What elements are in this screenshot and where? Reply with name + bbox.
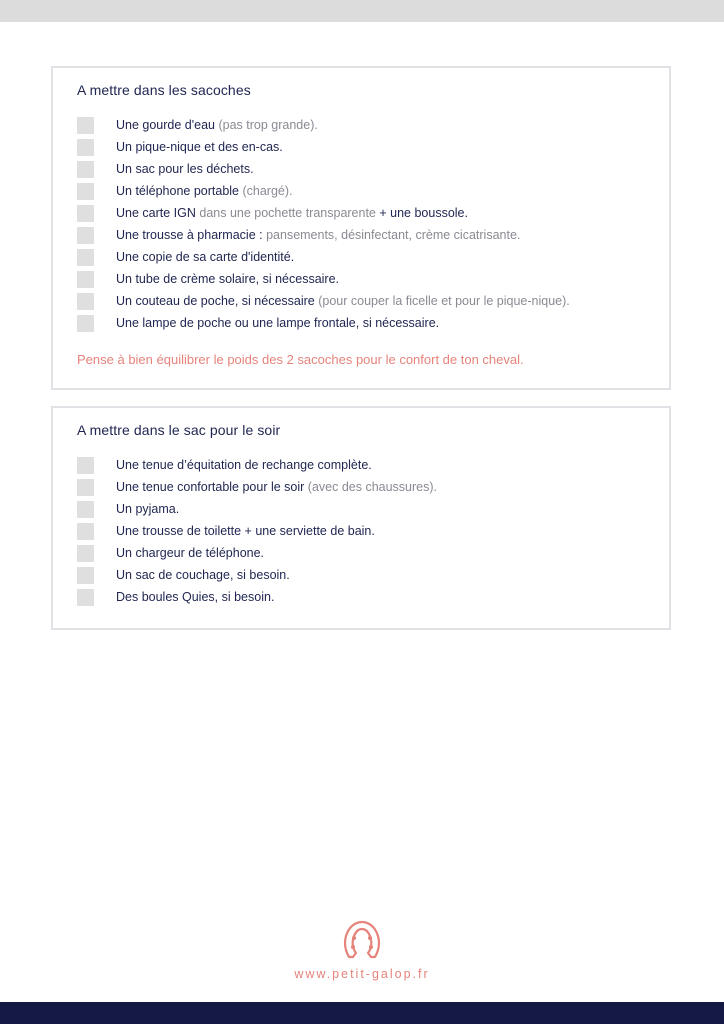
checklist-item xyxy=(77,202,570,224)
item-label xyxy=(116,590,274,604)
checkbox[interactable] xyxy=(77,249,94,266)
item-label xyxy=(116,568,290,582)
item-label xyxy=(116,184,293,198)
checklist-item xyxy=(77,586,437,608)
item-extra: + une boussole. xyxy=(375,206,468,220)
checklist-item xyxy=(77,312,570,334)
item-text: Une lampe de poche ou une lampe frontale, si nécessaire. xyxy=(116,316,440,330)
item-label xyxy=(116,524,375,538)
item-label xyxy=(116,272,339,286)
item-text: Une tenue confortable pour le soir xyxy=(116,480,305,494)
checklist-item xyxy=(77,290,570,312)
item-text: Un tube de crème solaire, si nécessaire. xyxy=(116,272,340,286)
checkbox[interactable] xyxy=(77,501,94,518)
item-label xyxy=(116,118,318,132)
weight-balance-note: Pense à bien équilibrer le poids des 2 sacoches pour le confort de ton cheval. xyxy=(77,352,524,367)
checkbox[interactable] xyxy=(77,589,94,606)
evening-bag-checklist-card xyxy=(51,406,671,630)
item-label xyxy=(116,294,570,308)
checklist-item xyxy=(77,498,437,520)
checklist-item xyxy=(77,564,437,586)
item-text: Une gourde d'eau xyxy=(116,118,215,132)
bottom-bar xyxy=(0,1002,724,1024)
item-detail: (pour couper la ficelle et pour le pique-nique). xyxy=(314,294,570,308)
checkbox[interactable] xyxy=(77,479,94,496)
item-label xyxy=(116,458,372,472)
item-text: Une tenue d’équitation de rechange complète. xyxy=(116,458,372,472)
checklist-item xyxy=(77,158,570,180)
checkbox[interactable] xyxy=(77,457,94,474)
checklist-item xyxy=(77,114,570,136)
checkbox[interactable] xyxy=(77,545,94,562)
item-text: Une trousse de toilette + une serviette de bain. xyxy=(116,524,375,538)
checklist-item xyxy=(77,542,437,564)
item-detail: pansements, désinfectant, crème cicatrisante. xyxy=(262,228,521,242)
item-label xyxy=(116,502,179,516)
checkbox[interactable] xyxy=(77,183,94,200)
item-text: Des boules Quies, si besoin. xyxy=(116,590,275,604)
item-text: Une carte IGN xyxy=(116,206,196,220)
website-link[interactable]: www.petit-galop.fr xyxy=(294,967,430,981)
checkbox[interactable] xyxy=(77,161,94,178)
item-text: Un couteau de poche, si nécessaire xyxy=(116,294,315,308)
saddlebag-checklist-card xyxy=(51,66,671,390)
card-title: A mettre dans les sacoches xyxy=(77,82,251,98)
top-bar xyxy=(0,0,724,22)
checkbox[interactable] xyxy=(77,117,94,134)
item-label xyxy=(116,546,264,560)
checklist-item xyxy=(77,268,570,290)
checklist-item xyxy=(77,520,437,542)
item-detail: (avec des chaussures). xyxy=(304,480,438,494)
checkbox[interactable] xyxy=(77,139,94,156)
item-label xyxy=(116,162,254,176)
item-text: Une copie de sa carte d'identité. xyxy=(116,250,295,264)
item-text: Un chargeur de téléphone. xyxy=(116,546,265,560)
item-detail: (pas trop grande). xyxy=(215,118,318,132)
item-label xyxy=(116,140,283,154)
item-text: Une trousse à pharmacie : xyxy=(116,228,263,242)
item-text: Un sac pour les déchets. xyxy=(116,162,254,176)
checklist-item xyxy=(77,180,570,202)
item-label xyxy=(116,316,439,330)
item-label xyxy=(116,228,520,242)
item-label xyxy=(116,250,294,264)
checkbox[interactable] xyxy=(77,315,94,332)
item-text: Un pique-nique et des en-cas. xyxy=(116,140,283,154)
checkbox[interactable] xyxy=(77,205,94,222)
checklist-item xyxy=(77,246,570,268)
item-label xyxy=(116,206,468,220)
checklist-item xyxy=(77,136,570,158)
card-title: A mettre dans le sac pour le soir xyxy=(77,422,281,438)
checklist-item xyxy=(77,224,570,246)
item-detail: (chargé). xyxy=(239,184,293,198)
item-text: Un pyjama. xyxy=(116,502,180,516)
checkbox[interactable] xyxy=(77,227,94,244)
checkbox[interactable] xyxy=(77,271,94,288)
checkbox[interactable] xyxy=(77,293,94,310)
item-detail: dans une pochette transparente xyxy=(195,206,376,220)
checklist xyxy=(77,454,437,608)
horseshoe-icon xyxy=(340,917,384,961)
item-text: Un sac de couchage, si besoin. xyxy=(116,568,290,582)
checkbox[interactable] xyxy=(77,523,94,540)
checklist-item xyxy=(77,476,437,498)
checklist-item xyxy=(77,454,437,476)
item-text: Un téléphone portable xyxy=(116,184,240,198)
checkbox[interactable] xyxy=(77,567,94,584)
item-label xyxy=(116,480,437,494)
checklist xyxy=(77,114,570,334)
